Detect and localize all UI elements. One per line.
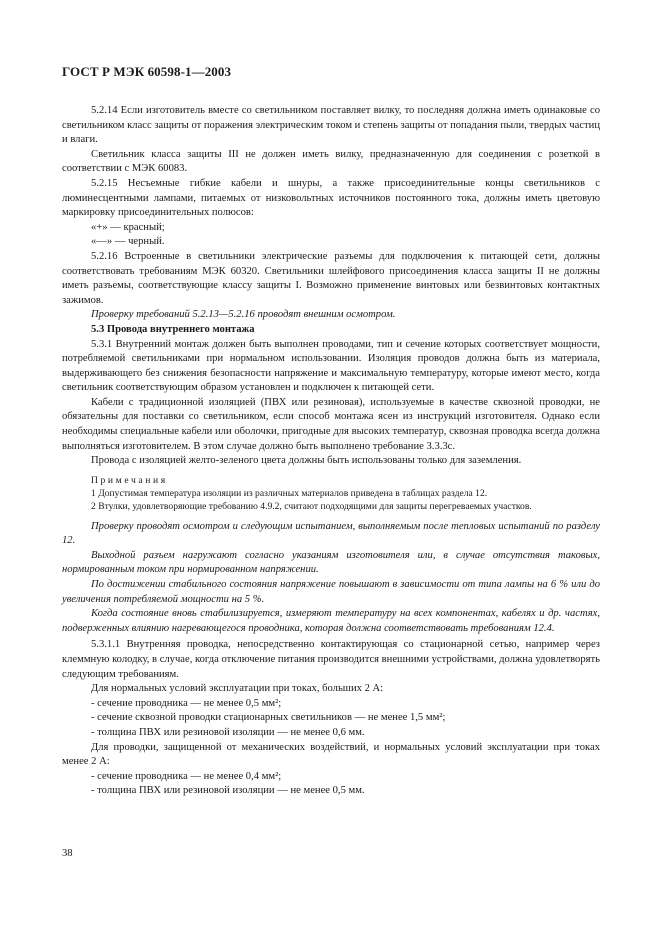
paragraph-5-2-15: 5.2.15 Несъемные гибкие кабели и шнуры, а также присоединительные концы светильников с люминесцентными лампами, питаемых от низковольтных источников постоянного тока, должны иметь цветовую маркировку присоединительных полюсов:	[62, 177, 600, 219]
paragraph-normal-conditions: Для нормальных условий эксплуатации при токах, больших 2 А:	[91, 683, 384, 695]
list-item: - сечение проводника — не менее 0,5 мм²;	[91, 697, 282, 709]
list-item: - сечение сквозной проводки стационарных светильников — не менее 1,5 мм²;	[91, 712, 446, 724]
paragraph-5-2-14: 5.2.14 Если изготовитель вместе со светильником поставляет вилку, то последняя должна иметь одинаковые со светильником класс защиты от поражения электрическим током и степень защиты от попадания пыли, твердых частиц и влаги.	[62, 105, 601, 146]
list-item: - толщина ПВХ или резиновой изоляции — не менее 0,6 мм.	[91, 726, 365, 738]
paragraph-5-3-1-1: 5.3.1.1 Внутренняя проводка, непосредственно контактирующая со стационарной сетью, например через клеммную колодку, в случае, когда отключение питания производится внешними устройствами, должна удовлетворять следующим требованиям.	[62, 639, 600, 680]
paragraph-yellow-green: Провода с изоляцией желто-зеленого цвета должны быть использованы только для заземления.	[91, 455, 522, 467]
test-paragraph-1: Проверку проводят осмотром и следующим испытанием, выполняемым после тепловых испытаний по разделу 12.	[62, 520, 600, 547]
test-paragraph-3: По достижении стабильного состояния напряжение повышают в зависимости от типа лампы на 6 % или до увеличения потребляемой мощности на 5 %.	[62, 579, 600, 605]
page-number: 38	[62, 848, 73, 859]
test-paragraph-4: Когда состояние вновь стабилизируется, измеряют температуру на всех компонентах, кабелях и др. частях, подверженных влиянию нагревающегося проводника, которая должна соответствовать требованиям 12.4.	[62, 608, 600, 634]
check-requirements: Проверку требований 5.2.13—5.2.16 проводят внешним осмотром.	[91, 309, 396, 321]
test-paragraph-2: Выходной разъем нагружают согласно указаниям изготовителя или, в случае отсутствия таковых, нормированным током при нормированном напряжении.	[62, 549, 600, 576]
paragraph-protected-wiring: Для проводки, защищенной от механических воздействий, и нормальных условий эксплуатации при токах менее 2 А:	[62, 741, 600, 768]
paragraph-5-2-16: 5.2.16 Встроенные в светильники электрические разъемы для подключения к питающей сети, должны соответствовать требованиям МЭК 60320. Светильники шлейфового присоединения класса защиты II не должны иметь разъемы, соответствующие классу защиты I. Возможно применение винтовых или безвинтовых контактных зажимов.	[62, 250, 600, 306]
notes-heading: Примечания	[91, 474, 168, 486]
note-1: 1 Допустимая температура изоляции из различных материалов приведена в таблицах раздела 12.	[91, 487, 488, 499]
polarity-plus: «+» — красный;	[91, 221, 165, 233]
paragraph-class-iii: Светильник класса защиты III не должен иметь вилку, предназначенную для соединения с розеткой в соответствии с МЭК 60083.	[62, 148, 600, 175]
list-item: - сечение проводника — не менее 0,4 мм²;	[91, 770, 282, 782]
document-header: ГОСТ Р МЭК 60598-1—2003	[62, 64, 232, 79]
paragraph-cables: Кабели с традиционной изоляцией (ПВХ или резиновая), используемые в качестве сквозной проводки, не обязательны для поставки со светильником, если способ монтажа ясен из инструкций изготовителя. Однако если необходимы специальные кабели или оболочки, пригодные для высоких температур, сквозная проводка всегда должна выполняться изготовителем. В этом случае должно быть выполнено требование 3.3.3с.	[62, 396, 600, 452]
list-item: - толщина ПВХ или резиновой изоляции — не менее 0,5 мм.	[91, 785, 365, 797]
document-page	[62, 64, 600, 799]
section-heading-5-3: 5.3 Провода внутреннего монтажа	[91, 323, 255, 335]
note-2: 2 Втулки, удовлетворяющие требованию 4.9.2, считают подходящими для защиты перегреваемых участков.	[91, 501, 532, 513]
paragraph-5-3-1: 5.3.1 Внутренний монтаж должен быть выполнен проводами, тип и сечение которых соответствует мощности, потребляемой светильниками при нормальном использовании. Изоляция проводов должна быть из материала, выдерживающего без снижения безопасности напряжение и максимальную температуру, которые имеют место, когда светильник соответствующим образом установлен и подключен к питающей сети.	[62, 338, 600, 394]
polarity-minus: «—» — черный.	[91, 236, 165, 248]
